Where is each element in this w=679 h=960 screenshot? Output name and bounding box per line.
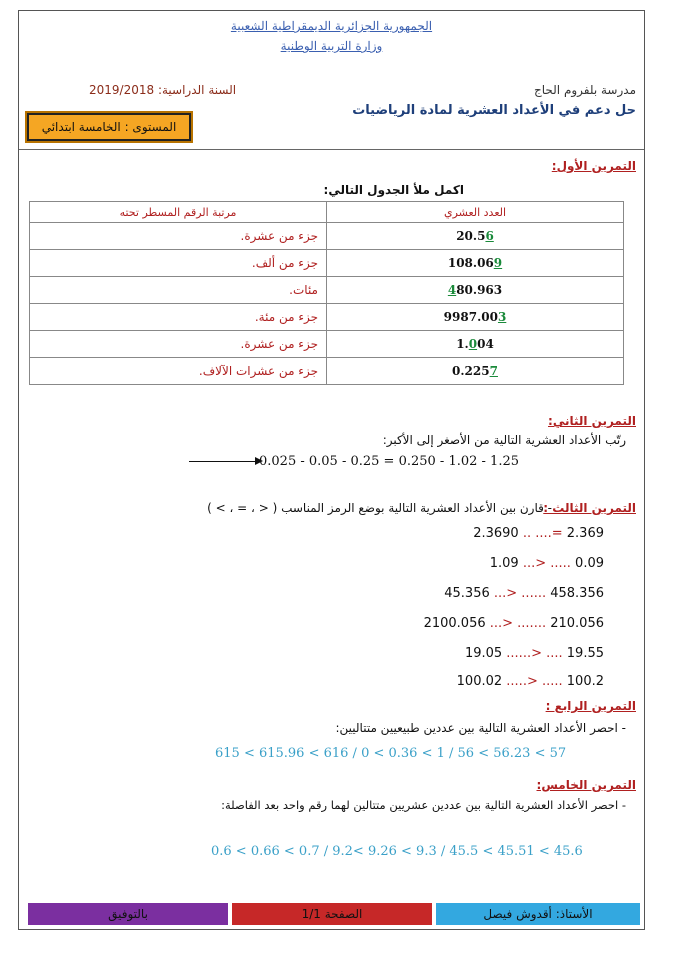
cmp-right: 458.356 bbox=[550, 586, 604, 601]
footer-page bbox=[232, 903, 432, 925]
table-header-row bbox=[30, 202, 624, 223]
underlined-digit: 6 bbox=[485, 229, 494, 243]
ex1-title: التمرين الأول: bbox=[551, 159, 636, 173]
ex3-row bbox=[444, 586, 604, 601]
underlined-digit: 4 bbox=[447, 283, 457, 297]
number-part: 9987.00 bbox=[443, 310, 498, 324]
table-row bbox=[30, 358, 624, 385]
cmp-right: 100.2 bbox=[566, 674, 604, 689]
number-cell bbox=[327, 331, 624, 358]
number-part: 0.225 bbox=[452, 364, 490, 378]
rank-cell: مئات. bbox=[30, 277, 327, 304]
good-luck-text: بالتوفيق bbox=[108, 907, 148, 921]
col-header-rank: مرتبة الرقم المسطر تحته bbox=[30, 202, 327, 223]
underlined-digit: 3 bbox=[497, 310, 507, 324]
ex3-row bbox=[465, 646, 604, 661]
number-part: 80.963 bbox=[456, 283, 503, 297]
ex2-instruction: رتّب الأعداد العشرية التالية من الأصغر إلى الأكبر: bbox=[382, 433, 626, 447]
number-cell bbox=[327, 250, 624, 277]
table-row bbox=[30, 277, 624, 304]
cmp-symbol: .. ....= bbox=[518, 526, 567, 541]
cmp-left: 100.02 bbox=[456, 674, 503, 689]
number-part: 20.5 bbox=[456, 229, 486, 243]
cmp-symbol: ...> ..... bbox=[518, 556, 576, 571]
header-divider bbox=[19, 149, 644, 150]
ex3-row bbox=[457, 674, 604, 689]
ex4-instruction: - احصر الأعداد العشرية التالية بين عددين طبيعيين متتاليين: bbox=[335, 721, 626, 735]
number-cell bbox=[327, 223, 624, 250]
cmp-symbol: ...> ....... bbox=[485, 616, 551, 631]
col-header-number: العدد العشري bbox=[327, 202, 624, 223]
cmp-right: 210.056 bbox=[550, 616, 604, 631]
ex5-title: التمرين الخامس: bbox=[536, 778, 636, 792]
ex4-answer: 615 < 615.96 < 616 / 0 < 0.36 < 1 / 56 < 56.23 < 57 bbox=[215, 746, 567, 761]
number-cell bbox=[327, 304, 624, 331]
cmp-left: 2.3690 bbox=[473, 526, 519, 541]
table-row bbox=[30, 223, 624, 250]
page-number: الصفحة 1/1 bbox=[301, 907, 363, 921]
ex5-answer: 0.6 < 0.66 < 0.7 / 9.2< 9.26 < 9.3 / 45.5 < 45.51 < 45.6 bbox=[211, 844, 583, 859]
number-part: 108.06 bbox=[447, 256, 494, 270]
level-label: المستوى : الخامسة ابتدائي bbox=[41, 120, 177, 134]
school-year: السنة الدراسية: 2019/2018 bbox=[89, 83, 237, 97]
rank-cell: جزء من عشرات الآلاف. bbox=[30, 358, 327, 385]
subject-title: حل دعم في الأعداد العشرية لمادة الرياضيات bbox=[352, 103, 636, 118]
republic-title: الجمهورية الجزائرية الديمقراطية الشعبية bbox=[230, 19, 433, 33]
ex1-table bbox=[29, 201, 624, 385]
ministry-title: وزارة التربية الوطنية bbox=[280, 39, 383, 53]
school-name: مدرسة بلفروم الحاج bbox=[533, 83, 636, 97]
ex3-title: التمرين الثالث : bbox=[543, 501, 636, 515]
ex3-row bbox=[473, 526, 604, 541]
footer-teacher bbox=[436, 903, 640, 925]
teacher-name: الأستاذ: أقدوش فيصل bbox=[483, 907, 593, 921]
rank-cell: جزء من عشرة. bbox=[30, 331, 327, 358]
footer-wish bbox=[28, 903, 228, 925]
level-box bbox=[25, 111, 193, 143]
cmp-symbol: .....> ..... bbox=[502, 674, 567, 689]
rank-cell: جزء من ألف. bbox=[30, 250, 327, 277]
table-row bbox=[30, 304, 624, 331]
document-frame bbox=[18, 10, 645, 930]
rank-cell: جزء من مئة. bbox=[30, 304, 327, 331]
cmp-left: 45.356 bbox=[444, 586, 490, 601]
number-cell bbox=[327, 277, 624, 304]
table-row bbox=[30, 331, 624, 358]
table-row bbox=[30, 250, 624, 277]
cmp-right: 0.09 bbox=[575, 556, 604, 571]
number-part: 04 bbox=[477, 337, 494, 351]
cmp-symbol: ......> .... bbox=[502, 646, 567, 661]
ex3-row bbox=[490, 556, 604, 571]
cmp-left: 2100.056 bbox=[423, 616, 486, 631]
cmp-left: 19.05 bbox=[464, 646, 503, 661]
underlined-digit: 0 bbox=[468, 337, 478, 351]
cmp-right: 2.369 bbox=[566, 526, 604, 541]
number-part: 1. bbox=[456, 337, 469, 351]
cmp-symbol: ...> ...... bbox=[489, 586, 551, 601]
ex5-instruction: - احصر الأعداد العشرية التالية بين عددين عشريين متتالين لهما رقم واحد بعد الفاصلة: bbox=[221, 798, 626, 812]
ex4-title: التمرين الرابع : bbox=[545, 699, 636, 713]
ex1-instruction: اكمل ملأ الجدول التالي: bbox=[323, 183, 464, 197]
ex2-sequence: 0.025 - 0.05 - 0.25 = 0.250 - 1.02 - 1.25 bbox=[259, 454, 519, 469]
cmp-right: 19.55 bbox=[566, 646, 604, 661]
cmp-left: 1.09 bbox=[489, 556, 519, 571]
ex2-title: التمرين الثاني: bbox=[548, 414, 636, 428]
underlined-digit: 9 bbox=[493, 256, 503, 270]
arrow-line bbox=[189, 461, 257, 462]
ex3-row bbox=[424, 616, 604, 631]
ex3-instruction: - قارن بين الأعداد العشرية التالية بوضع الرمز المناسب ( < ، = ، > ) bbox=[207, 501, 552, 515]
underlined-digit: 7 bbox=[489, 364, 498, 378]
rank-cell: جزء من عشرة. bbox=[30, 223, 327, 250]
number-cell bbox=[327, 358, 624, 385]
